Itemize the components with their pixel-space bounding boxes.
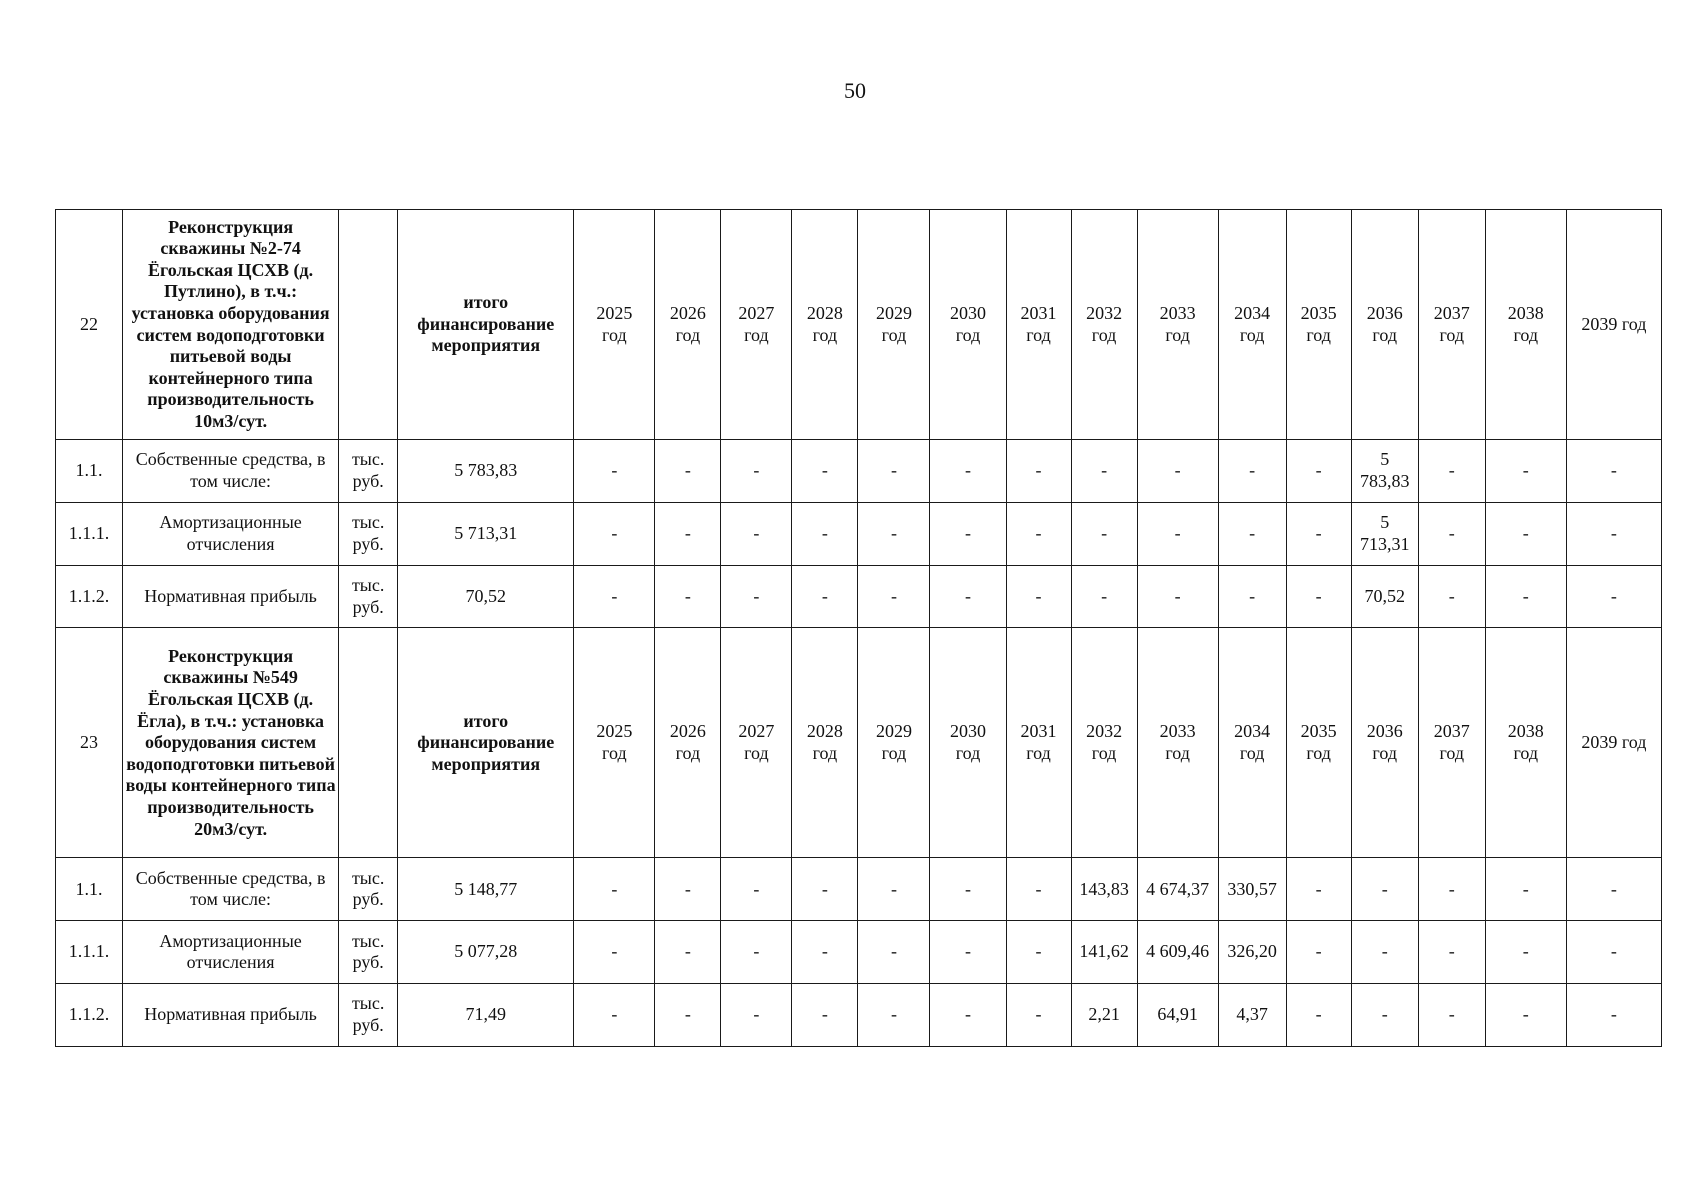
- year-value: -: [1566, 565, 1661, 628]
- row-label: Нормативная прибыль: [123, 984, 339, 1047]
- year-value: -: [1286, 565, 1351, 628]
- row-code: 1.1.: [56, 858, 123, 921]
- year-value: 330,57: [1218, 858, 1286, 921]
- year-header: 2039 год: [1566, 210, 1661, 440]
- year-header: 2031 год: [1006, 210, 1071, 440]
- row-unit: тыс. руб.: [339, 858, 398, 921]
- year-value: -: [655, 921, 721, 984]
- year-value: -: [930, 565, 1006, 628]
- year-value: -: [1071, 440, 1137, 503]
- year-value: -: [1137, 502, 1218, 565]
- row-total: 5 713,31: [398, 502, 574, 565]
- year-value: -: [858, 440, 930, 503]
- table-row: [56, 921, 1662, 984]
- year-header: 2033 год: [1137, 628, 1218, 858]
- year-value: -: [1006, 921, 1071, 984]
- total-financing-header: итого финансирование мероприятия: [398, 628, 574, 858]
- row-code: 1.1.2.: [56, 565, 123, 628]
- row-label: Нормативная прибыль: [123, 565, 339, 628]
- year-value: -: [858, 984, 930, 1047]
- row-code: 1.1.1.: [56, 502, 123, 565]
- year-value: -: [1286, 858, 1351, 921]
- row-code: 1.1.: [56, 440, 123, 503]
- year-value: -: [1006, 565, 1071, 628]
- year-header: 2034 год: [1218, 628, 1286, 858]
- year-value: -: [1286, 502, 1351, 565]
- year-value: 326,20: [1218, 921, 1286, 984]
- year-value: -: [1418, 440, 1485, 503]
- year-header: 2039 год: [1566, 628, 1661, 858]
- year-header: 2030 год: [930, 628, 1006, 858]
- project-description: Реконструкция скважины №549 Ёгольская ЦСХВ (д. Ёгла), в т.ч.: установка оборудования систем водоподготовки питьевой воды контейнерного типа производительность 20м3/сут.: [123, 628, 339, 858]
- year-value: -: [1137, 440, 1218, 503]
- year-header: 2026 год: [655, 210, 721, 440]
- year-value: 64,91: [1137, 984, 1218, 1047]
- year-value: 70,52: [1351, 565, 1418, 628]
- section-header-row: [56, 628, 1662, 858]
- year-value: -: [1137, 565, 1218, 628]
- unit-header: [339, 210, 398, 440]
- year-value: 143,83: [1071, 858, 1137, 921]
- row-total: 5 077,28: [398, 921, 574, 984]
- year-value: -: [1418, 858, 1485, 921]
- year-value: -: [792, 440, 858, 503]
- row-total: 71,49: [398, 984, 574, 1047]
- year-value: 5 713,31: [1351, 502, 1418, 565]
- year-header: 2027 год: [721, 628, 792, 858]
- year-value: -: [792, 858, 858, 921]
- year-header: 2031 год: [1006, 628, 1071, 858]
- year-value: -: [930, 921, 1006, 984]
- year-header: 2035 год: [1286, 628, 1351, 858]
- row-code: 1.1.1.: [56, 921, 123, 984]
- section-number: 23: [56, 628, 123, 858]
- year-header: 2028 год: [792, 210, 858, 440]
- year-header: 2026 год: [655, 628, 721, 858]
- year-header: 2036 год: [1351, 210, 1418, 440]
- year-header: 2025 год: [574, 628, 655, 858]
- year-header: 2037 год: [1418, 210, 1485, 440]
- table-row: [56, 565, 1662, 628]
- total-financing-header: итого финансирование мероприятия: [398, 210, 574, 440]
- row-label: Собственные средства, в том числе:: [123, 440, 339, 503]
- year-value: -: [574, 858, 655, 921]
- year-value: -: [1485, 921, 1566, 984]
- table-row: [56, 502, 1662, 565]
- year-value: -: [1485, 502, 1566, 565]
- year-value: -: [655, 502, 721, 565]
- year-header: 2029 год: [858, 628, 930, 858]
- year-value: -: [1071, 565, 1137, 628]
- year-value: -: [574, 565, 655, 628]
- year-value: -: [1566, 921, 1661, 984]
- year-header: 2030 год: [930, 210, 1006, 440]
- row-unit: тыс. руб.: [339, 565, 398, 628]
- year-value: -: [930, 502, 1006, 565]
- year-value: -: [1006, 440, 1071, 503]
- year-header: 2032 год: [1071, 628, 1137, 858]
- row-label: Амортизационные отчисления: [123, 921, 339, 984]
- year-value: -: [574, 921, 655, 984]
- year-value: -: [1218, 502, 1286, 565]
- year-value: -: [858, 565, 930, 628]
- year-value: -: [1485, 565, 1566, 628]
- year-value: 4,37: [1218, 984, 1286, 1047]
- year-value: -: [721, 921, 792, 984]
- table-row: [56, 440, 1662, 503]
- year-value: -: [655, 440, 721, 503]
- year-value: -: [1286, 921, 1351, 984]
- row-total: 5 783,83: [398, 440, 574, 503]
- year-value: -: [574, 440, 655, 503]
- year-value: -: [1071, 502, 1137, 565]
- row-unit: тыс. руб.: [339, 984, 398, 1047]
- year-value: -: [930, 440, 1006, 503]
- year-value: -: [930, 984, 1006, 1047]
- year-value: -: [655, 565, 721, 628]
- year-header: 2027 год: [721, 210, 792, 440]
- year-value: -: [721, 984, 792, 1047]
- row-total: 5 148,77: [398, 858, 574, 921]
- row-unit: тыс. руб.: [339, 502, 398, 565]
- project-description: Реконструкция скважины №2-74 Ёгольская ЦСХВ (д. Путлино), в т.ч.: установка оборудования систем водоподготовки питьевой воды контейнерного типа производительность 10м3/сут.: [123, 210, 339, 440]
- year-value: -: [930, 858, 1006, 921]
- year-header: 2028 год: [792, 628, 858, 858]
- year-value: -: [721, 502, 792, 565]
- year-value: -: [858, 502, 930, 565]
- year-value: -: [721, 858, 792, 921]
- year-value: 4 609,46: [1137, 921, 1218, 984]
- row-unit: тыс. руб.: [339, 921, 398, 984]
- year-value: -: [1006, 984, 1071, 1047]
- year-value: -: [1286, 440, 1351, 503]
- year-header: 2033 год: [1137, 210, 1218, 440]
- year-value: -: [574, 502, 655, 565]
- year-value: 4 674,37: [1137, 858, 1218, 921]
- year-value: -: [1418, 565, 1485, 628]
- year-value: -: [1418, 502, 1485, 565]
- year-value: -: [655, 984, 721, 1047]
- year-value: -: [655, 858, 721, 921]
- year-value: -: [1485, 440, 1566, 503]
- year-value: 5 783,83: [1351, 440, 1418, 503]
- year-value: -: [1566, 858, 1661, 921]
- year-header: 2034 год: [1218, 210, 1286, 440]
- year-header: 2032 год: [1071, 210, 1137, 440]
- row-code: 1.1.2.: [56, 984, 123, 1047]
- year-value: -: [1351, 921, 1418, 984]
- row-label: Амортизационные отчисления: [123, 502, 339, 565]
- table-row: [56, 984, 1662, 1047]
- year-header: 2037 год: [1418, 628, 1485, 858]
- year-header: 2029 год: [858, 210, 930, 440]
- year-header: 2038 год: [1485, 628, 1566, 858]
- year-value: -: [1566, 984, 1661, 1047]
- row-label: Собственные средства, в том числе:: [123, 858, 339, 921]
- year-value: 2,21: [1071, 984, 1137, 1047]
- section-header-row: [56, 210, 1662, 440]
- year-value: -: [1218, 565, 1286, 628]
- year-value: -: [858, 921, 930, 984]
- year-value: -: [792, 565, 858, 628]
- year-header: 2035 год: [1286, 210, 1351, 440]
- unit-header: [339, 628, 398, 858]
- year-value: -: [792, 502, 858, 565]
- page-number: 50: [844, 78, 866, 103]
- year-value: -: [1218, 440, 1286, 503]
- year-value: -: [1006, 858, 1071, 921]
- year-header: 2036 год: [1351, 628, 1418, 858]
- year-value: -: [1286, 984, 1351, 1047]
- year-value: -: [1566, 440, 1661, 503]
- year-value: -: [1418, 921, 1485, 984]
- year-header: 2038 год: [1485, 210, 1566, 440]
- year-value: -: [574, 984, 655, 1047]
- year-header: 2025 год: [574, 210, 655, 440]
- year-value: -: [721, 440, 792, 503]
- row-unit: тыс. руб.: [339, 440, 398, 503]
- year-value: -: [1006, 502, 1071, 565]
- year-value: 141,62: [1071, 921, 1137, 984]
- year-value: -: [858, 858, 930, 921]
- financing-table: [55, 209, 1662, 1047]
- year-value: -: [792, 921, 858, 984]
- section-number: 22: [56, 210, 123, 440]
- year-value: -: [1566, 502, 1661, 565]
- year-value: -: [1351, 984, 1418, 1047]
- year-value: -: [1485, 984, 1566, 1047]
- table-row: [56, 858, 1662, 921]
- year-value: -: [1351, 858, 1418, 921]
- year-value: -: [792, 984, 858, 1047]
- row-total: 70,52: [398, 565, 574, 628]
- year-value: -: [721, 565, 792, 628]
- year-value: -: [1418, 984, 1485, 1047]
- year-value: -: [1485, 858, 1566, 921]
